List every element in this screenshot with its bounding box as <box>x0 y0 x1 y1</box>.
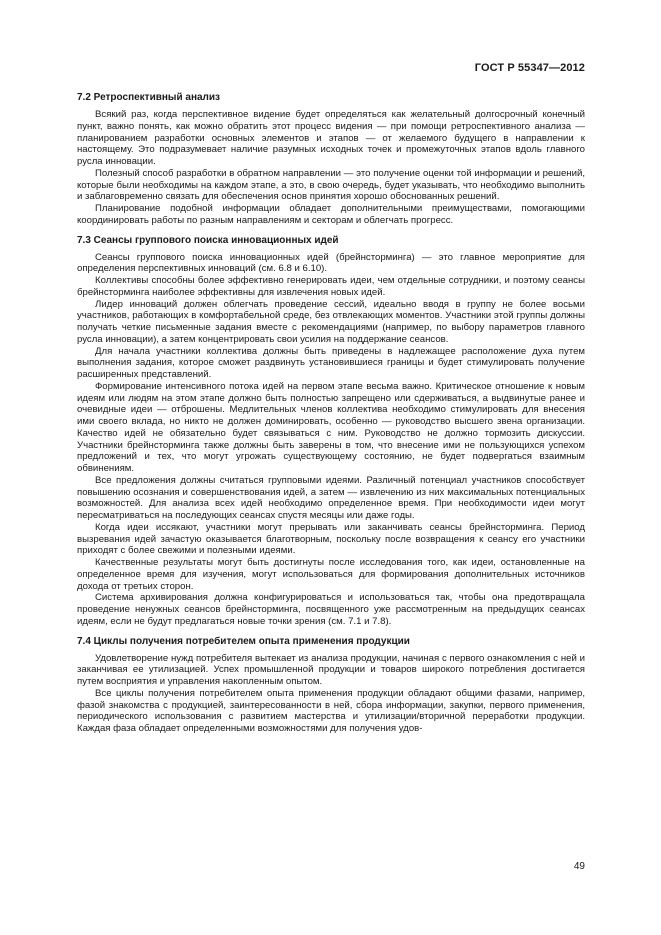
section-heading: 7.3 Сеансы группового поиска инновационных идей <box>77 234 339 246</box>
section-heading: 7.4 Циклы получения потребителем опыта применения продукции <box>77 635 410 647</box>
paragraph: Формирование интенсивного потока идей на первом этапе весьма важно. Критическое отношение к новым идеям или людям на этом этапе должно быть полностью запрещено или сдерживаться, а выдвинутые ранее и очевидные идеи — отброшены. Медлительных членов коллектива необходимо стимулировать для внесения ими своего вклада, но никто не должен доминировать, особенно — руководство высшего звена организации. Качество идей не обязательно будет связываться с ним. Руководство не должно тормозить дискуссии. Участники брейнсторминга также должны быть заверены в том, что внесение ими не пользующихся успехом предложений и тех, что могут угрожать существующему состоянию, не будет подвергаться взаимным обвинениям. <box>77 380 585 474</box>
section-heading: 7.2 Ретроспективный анализ <box>77 92 221 103</box>
paragraph: Система архивирования должна конфигурироваться и использоваться так, чтобы она предотвращала проведение ненужных сеансов брейнсторминга, посвященного уже рассмотренным на предыдущих сеансах идеям, если не будут предлагаться новые точки зрения (см. 7.1 и 7.8). <box>77 592 585 627</box>
page-content <box>77 91 585 742</box>
paragraph: Сеансы группового поиска инновационных идей (брейнсторминга) — это главное мероприятие для определения перспективных инноваций (см. 6.8 и 6.10). <box>77 251 585 275</box>
paragraph: Для начала участники коллектива должны быть приведены в надлежащее расположение духа путем выполнения задания, которое сможет раздвинуть установившиеся границы и будет стимулировать получение расширенных представлений. <box>77 345 585 380</box>
page-number: 49 <box>573 861 585 872</box>
paragraph: Все циклы получения потребителем опыта применения продукции обладают общими фазами, например, фазой знакомства с продукцией, заинтересованности в ней, сбора информации, закупки, первого применения, периодического использования с развитием мастерства и утилизации/вторичной переработки продукции. Каждая фаза обладает определенными возможностями для получения удов- <box>77 687 585 734</box>
section-7-4 <box>77 635 585 735</box>
section-7-2 <box>77 91 585 227</box>
paragraph: Все предложения должны считаться групповыми идеями. Различный потенциал участников способствует повышению осознания и совершенствования идей, а затем — извлечению из них максимальных потенциальных возможностей. Для анализа всех идей необходимо определенное время. При необходимости идеи могут пересматриваться на последующих сеансах спустя месяцы или даже годы. <box>77 474 585 521</box>
paragraph: Планирование подобной информации обладает дополнительными преимуществами, помогающими координировать работы по разным направлениям и секторам и облегчать прогресс. <box>77 203 585 226</box>
paragraph: Качественные результаты могут быть достигнуты после исследования того, как идеи, остановленные на определенное время для изучения, могут использоваться для формирования дополнительных источников дохода от третьих сторон. <box>77 557 585 592</box>
paragraph: Когда идеи иссякают, участники могут прерывать или заканчивать сеансы брейнсторминга. Период вызревания идей зачастую оказывается благотворным, поскольку после возвращения к сеансу его участники приходят с более свежими и полезными идеями. <box>77 521 585 557</box>
section-7-3 <box>77 234 585 628</box>
paragraph: Всякий раз, когда перспективное видение будет определяться как желательный долгосрочный конечный пункт, важно понять, как можно обратить этот процесс видения — при помощи ретроспективного анализа — планированием разработки основных элементов и этапов — от желаемого будущего в направлении к настоящему. Это подразумевает наличие разумных исходных точек и промежуточных этапов вдоль главного русла инновации. <box>77 109 585 167</box>
paragraph: Коллективы способны более эффективно генерировать идеи, чем отдельные сотрудники, и поэтому сеансы брейнсторминга наиболее эффективны для извлечения новых идей. <box>77 275 585 298</box>
paragraph: Лидер инноваций должен облегчать проведение сессий, идеально вводя в группу не более восьми участников, работающих в комфортабельной среде, без отвлекающих моментов. Участники этой группы должны получать четкие письменные задания вместе с рекомендациями (например, по выбору параметров главного русла инновации), а затем концентрировать свои усилия на поддержание сеансов. <box>77 298 585 345</box>
standard-header: ГОСТ Р 55347—2012 <box>474 62 585 74</box>
paragraph: Полезный способ разработки в обратном направлении — это получение оценки той информации и решений, которые были необходимы на каждом этапе, а это, в свою очередь, будет указывать, что необходимо выполнить и заблаговременно связать для обеспечения основ принятия хорошо обоснованных решений. <box>77 167 585 203</box>
paragraph: Удовлетворение нужд потребителя вытекает из анализа продукции, начиная с первого ознакомления с ней и заканчивая ее утилизацией. Успех промышленной продукции и товаров широкого потребления достигается путем восприятия и управления накопленным опытом. <box>77 652 585 687</box>
